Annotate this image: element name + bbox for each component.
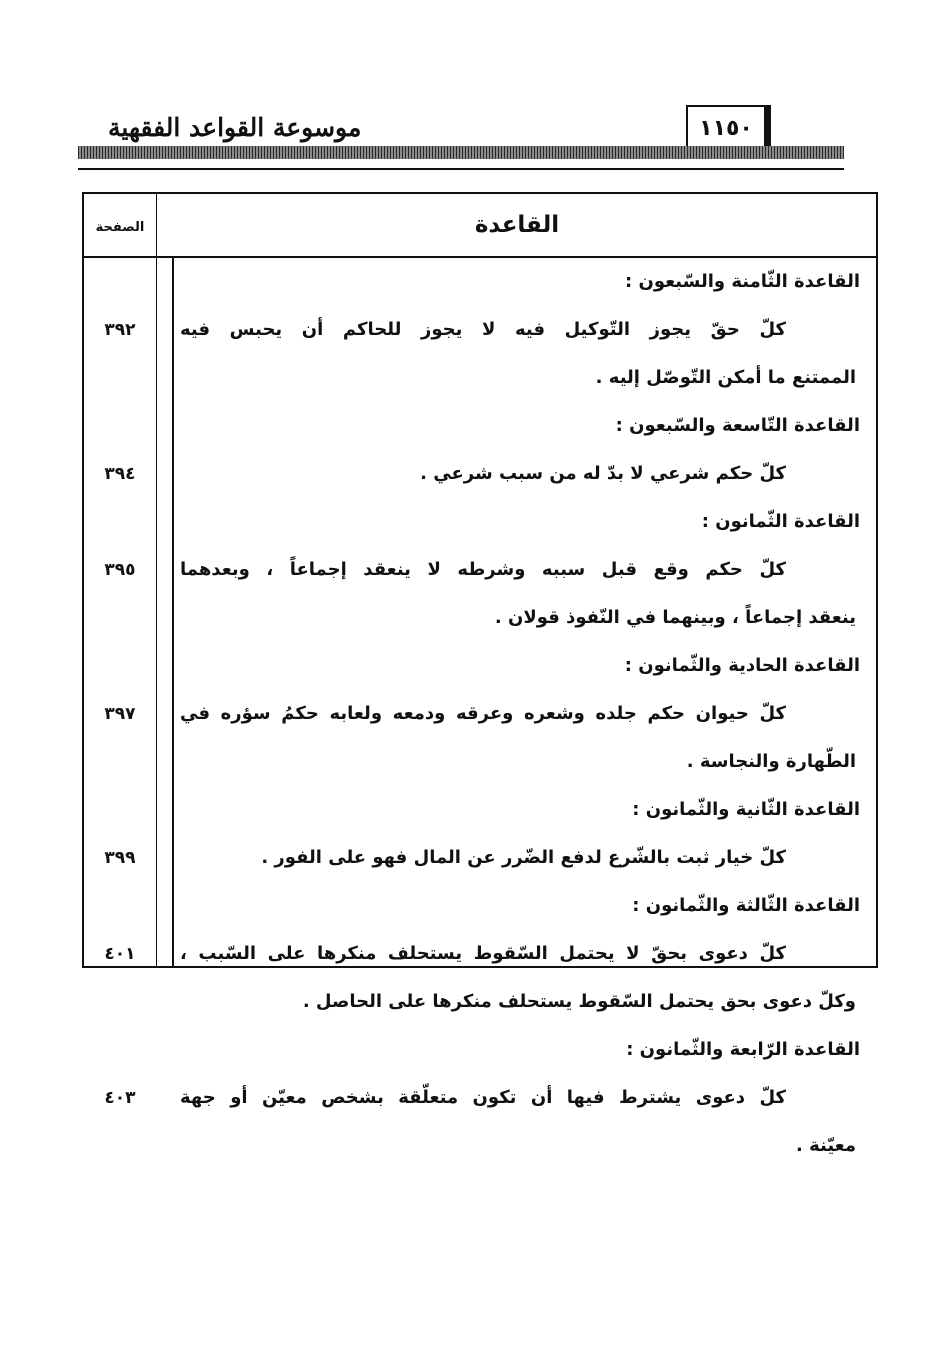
rule-heading: القاعدة التّاسعة والسّبعون :: [615, 415, 860, 436]
rule-heading: القاعدة الثّالثة والثّمانون :: [632, 895, 860, 916]
table-row: [84, 498, 880, 546]
table-row: [84, 402, 880, 450]
rule-heading: القاعدة الرّابعة والثّمانون :: [626, 1039, 860, 1060]
table-body: [84, 258, 880, 1170]
rule-text: وكلّ دعوى بحق يحتمل السّقوط يستحلف منكرها على الحاصل .: [302, 991, 856, 1012]
book-title: موسوعة القواعد الفقهية: [108, 113, 362, 142]
table-row: [84, 258, 880, 306]
rule-heading: القاعدة الحادية والثّمانون :: [624, 655, 860, 676]
page-ref: [84, 978, 156, 1026]
table-row: [84, 306, 880, 354]
table-row: [84, 354, 880, 402]
page-ref: [84, 498, 156, 546]
page-ref: ٤٠٣: [104, 1088, 136, 1108]
page-ref: [84, 1122, 156, 1170]
table-row: [84, 642, 880, 690]
page-ref: ٣٩٩: [104, 848, 136, 868]
header-thin-rule: [78, 168, 844, 170]
table-row: [84, 738, 880, 786]
rule-text: كلّ حكم وقع قبل سببه وشرطه لا ينعقد إجماعاً ، وبعدهما: [180, 559, 786, 580]
table-row: [84, 978, 880, 1026]
page-ref: [84, 738, 156, 786]
table-row: [84, 546, 880, 594]
page-number: ١١٥٠: [686, 105, 771, 151]
page-ref: ٤٠١: [104, 944, 136, 964]
rule-text: كلّ حيوان حكم جلده وشعره وعرقه ودمعه ولعابه حكمُ سؤره في: [180, 703, 786, 724]
rule-text: كلّ حقّ يجوز التّوكيل فيه لا يجوز للحاكم أن يحبس فيه: [180, 319, 786, 340]
table-row: [84, 786, 880, 834]
page-ref: [84, 1026, 156, 1074]
table-row: [84, 882, 880, 930]
rule-text: كلّ خيار ثبت بالشّرع لدفع الضّرر عن المال فهو على الفور .: [261, 847, 786, 868]
page-ref: [84, 786, 156, 834]
header-shaded-rule: [78, 146, 844, 159]
page-header: [0, 0, 942, 180]
column-header-page: الصفحة: [95, 220, 145, 235]
table-row: [84, 450, 880, 498]
table-row: [84, 930, 880, 978]
page-ref: ٣٩٢: [104, 320, 136, 340]
column-header-rule: القاعدة: [474, 212, 560, 238]
table-row: [84, 594, 880, 642]
rule-heading: القاعدة الثّامنة والسّبعون :: [625, 271, 860, 292]
page-ref: [84, 642, 156, 690]
page-ref: [84, 882, 156, 930]
rule-text: معيّنة .: [795, 1135, 856, 1156]
rule-text: ينعقد إجماعاً ، وبينهما في النّفوذ قولان .: [494, 607, 856, 628]
rule-text: كلّ دعوى بحقّ لا يحتمل السّقوط يستحلف منكرها على السّبب ،: [180, 943, 786, 964]
page-ref: ٣٩٤: [104, 464, 136, 484]
page-ref: [84, 258, 156, 306]
rule-text: كلّ حكم شرعي لا بدّ له من سبب شرعي .: [420, 463, 786, 484]
rule-text: كلّ دعوى يشترط فيها أن تكون متعلّقة بشخص معيّن أو جهة: [180, 1087, 786, 1108]
page-ref: [84, 354, 156, 402]
page-ref: [84, 402, 156, 450]
rules-index-table: [82, 192, 878, 1156]
rule-heading: القاعدة الثّانية والثّمانون :: [632, 799, 860, 820]
table-row: [84, 834, 880, 882]
rule-text: الممتنع ما أمكن التّوصّل إليه .: [595, 367, 856, 388]
page-ref: [84, 594, 156, 642]
table-row: [84, 1074, 880, 1122]
page-ref: ٣٩٧: [104, 704, 136, 724]
rule-heading: القاعدة الثّمانون :: [701, 511, 860, 532]
rule-text: الطّهارة والنجاسة .: [686, 751, 856, 772]
table-row: [84, 690, 880, 738]
table-row: [84, 1122, 880, 1170]
page-ref: ٣٩٥: [104, 560, 136, 580]
table-row: [84, 1026, 880, 1074]
